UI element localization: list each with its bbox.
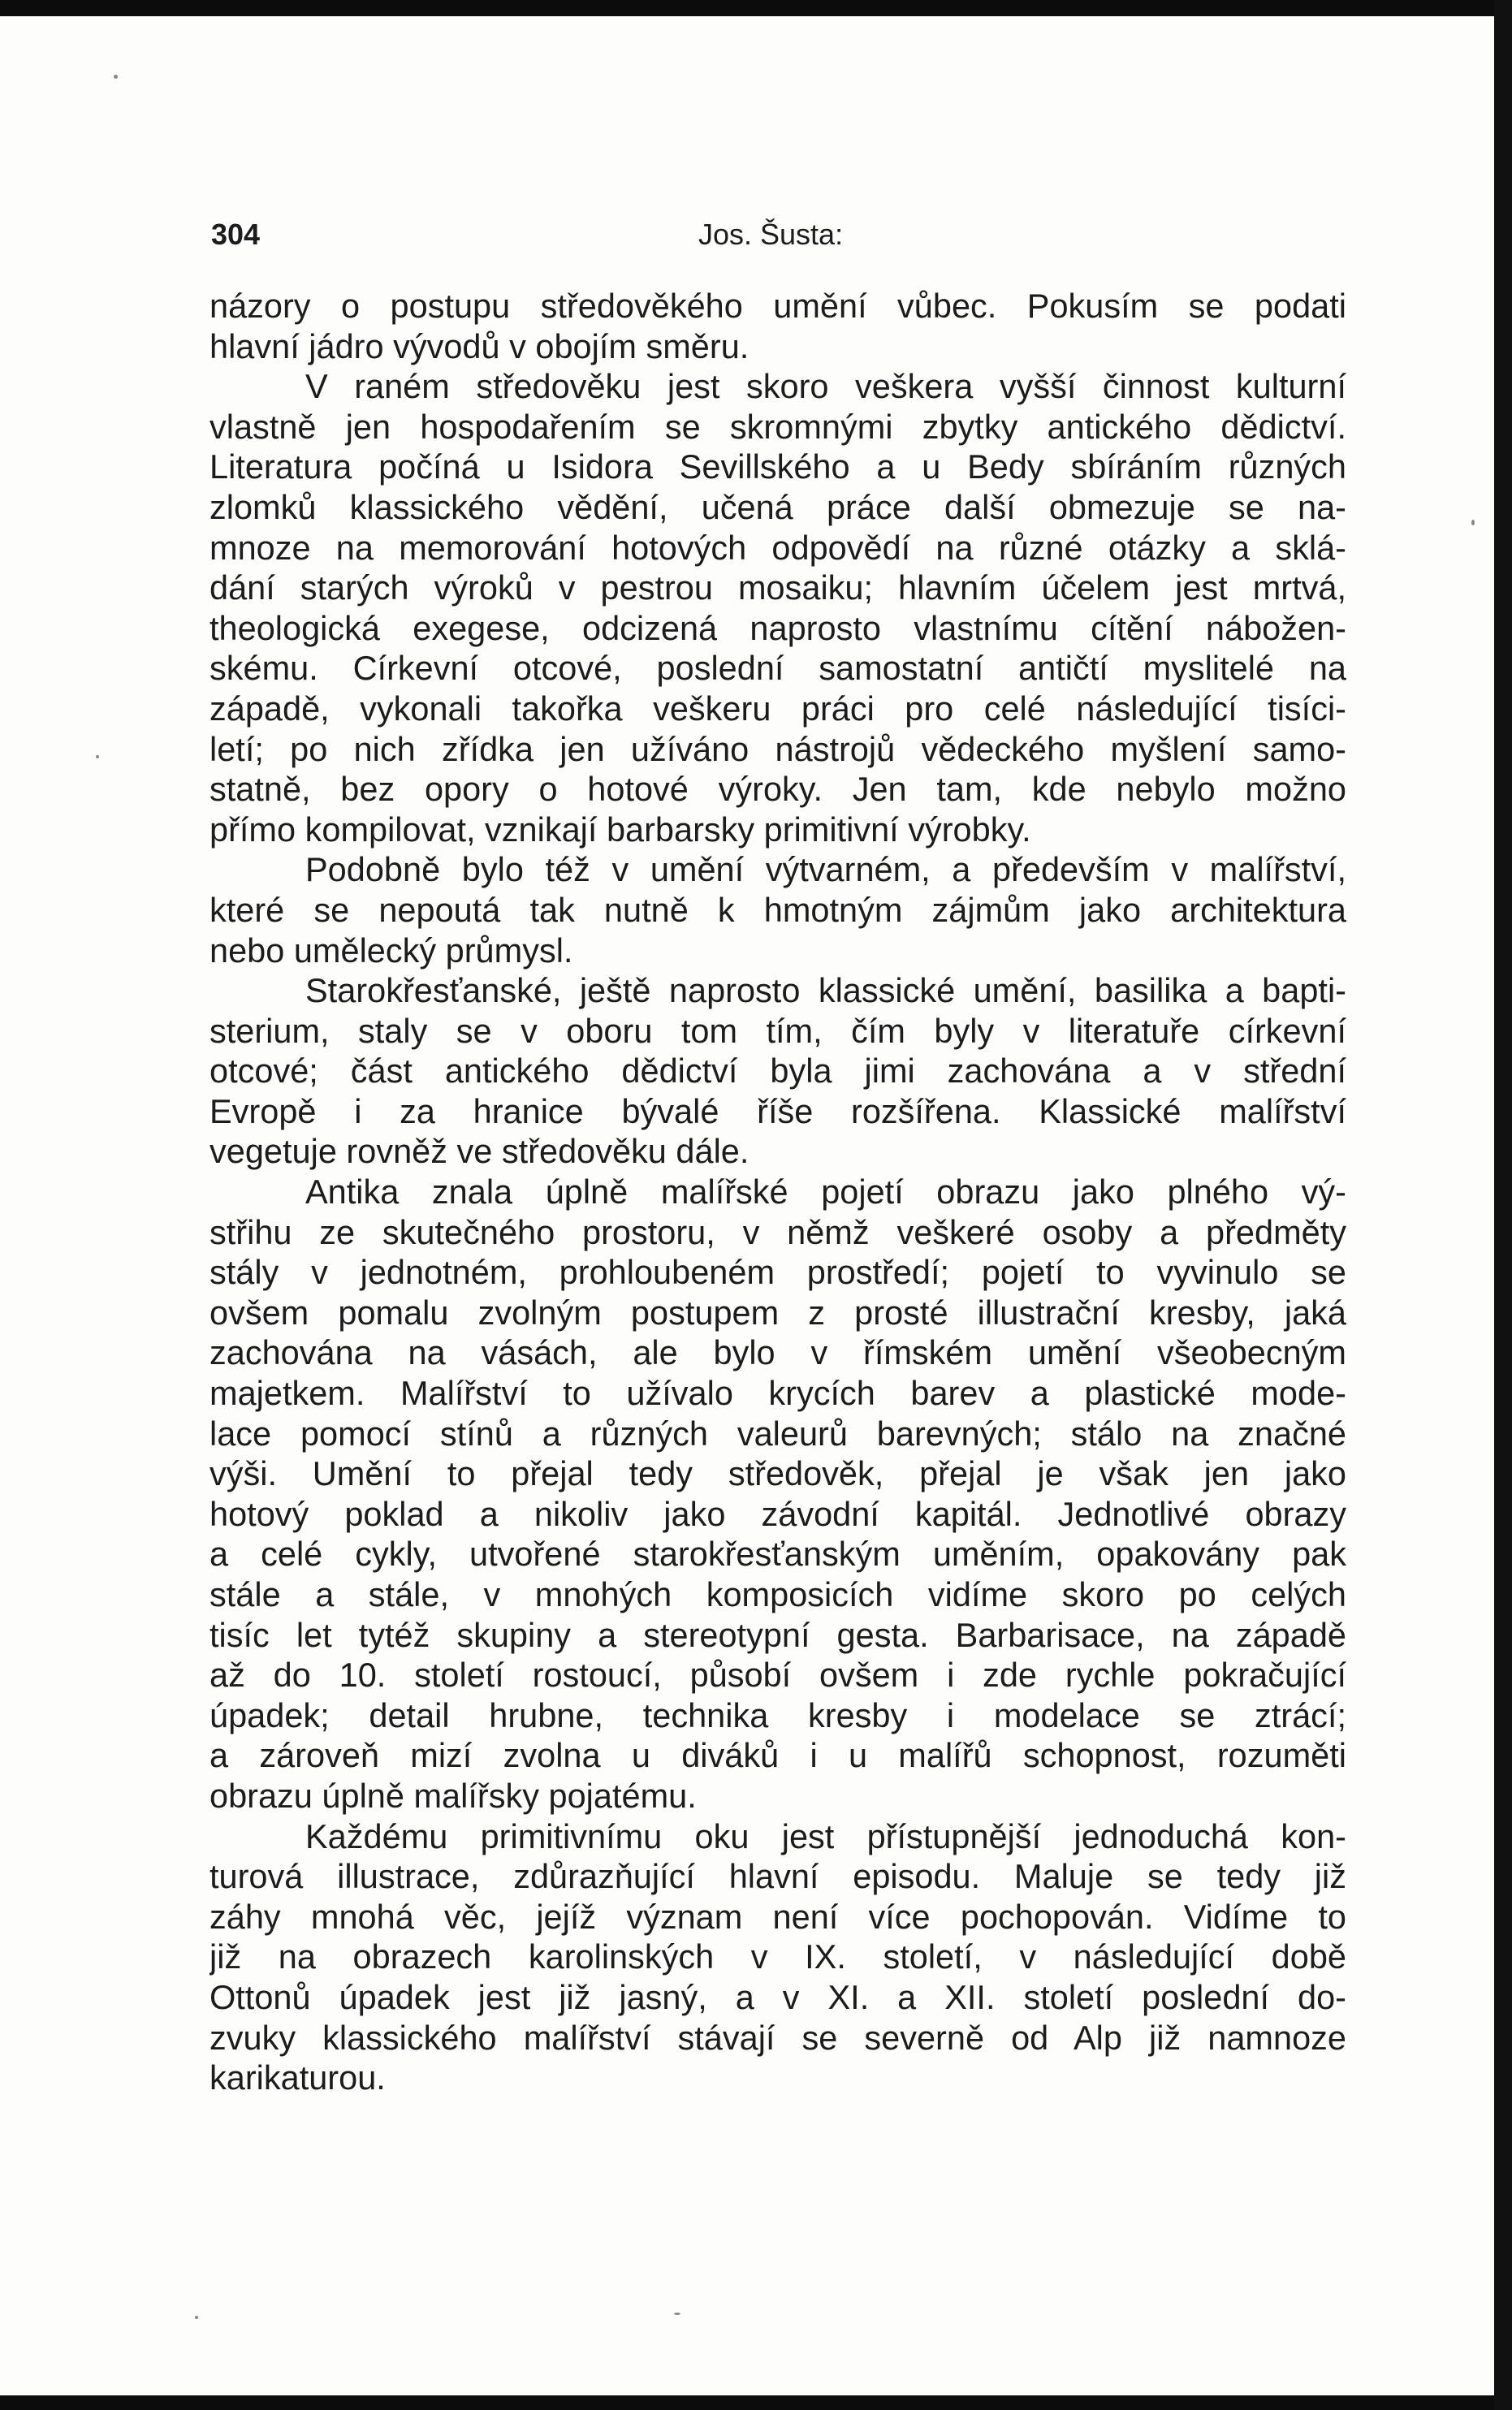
text-line: Každému primitivnímu oku jest přístupnější jednoduchá kon- [305,1816,1346,1855]
text-line: a celé cykly, utvořené starokřesťanským uměním, opakovány pak [210,1535,1346,1574]
text-line: výši. Umění to přejal tedy středověk, přejal je však jen jako [210,1454,1346,1493]
text-line: otcové; část antického dědictví byla jimi zachována a v střední [210,1052,1346,1091]
text-line: turová illustrace, zdůrazňující hlavní episodu. Maluje se tedy již [210,1857,1346,1896]
text-line: Antika znala úplně malířské pojetí obrazu jako plného vý- [305,1173,1346,1211]
text-line: úpadek; detail hrubne, technika kresby i modelace se ztrácí; [210,1695,1346,1734]
text-line: a zároveň mizí zvolna u diváků i u malířů schopnost, rozuměti [210,1736,1346,1775]
text-line: statně, bez opory o hotové výroky. Jen tam, kde nebylo možno [210,770,1346,809]
paragraph [210,849,1346,970]
text-line: letí; po nich zřídka jen užíváno nástrojů vědeckého myšlení samo- [210,729,1346,768]
scan-edge [1494,0,1512,2410]
text-line: stále a stále, v mnohých komposicích vidíme skoro po celých [210,1575,1346,1613]
running-head [211,218,1348,258]
text-line: theologická exegese, odcizená naprosto vlastnímu cítění nábožen- [210,608,1346,647]
running-title: Jos. Šusta: [698,218,844,251]
text-line: již na obrazech karolinských v IX. století, v následující době [210,1937,1346,1976]
text-line: střihu ze skutečného prostoru, v němž veškeré osoby a předměty [210,1212,1346,1251]
text-line: obrazu úplně malířsky pojatému. [210,1776,697,1815]
paragraph [210,1172,1346,1816]
text-line: zvuky klassického malířství stávají se severně od Alp již namnoze [210,2018,1346,2057]
text-line: vegetuje rovněž ve středověku dále. [210,1132,750,1171]
paragraph [210,1816,1346,2098]
text-line: sterium, staly se v oboru tom tím, čím byly v literatuře církevní [210,1011,1346,1050]
paragraph [210,970,1346,1172]
text-line: majetkem. Malířství to užívalo krycích barev a plastické mode- [210,1374,1346,1413]
text-line: lace pomocí stínů a různých valeurů barevných; stálo na značné [210,1414,1346,1453]
text-line: záhy mnohá věc, jejíž význam není více pochopován. Vidíme to [210,1897,1346,1936]
text-line: Evropě i za hranice bývalé říše rozšířena. Klassické malířství [210,1091,1346,1130]
text-line: skému. Církevní otcové, poslední samostatní antičtí myslitelé na [210,649,1346,688]
text-line: zlomků klassického vědění, učená práce další obmezuje se na- [210,487,1346,526]
text-line: názory o postupu středověkého umění vůbec. Pokusím se podati [210,287,1346,325]
text-line: vlastně jen hospodařením se skromnými zbytky antického dědictví. [210,407,1346,446]
text-line: nebo umělecký průmysl. [210,931,573,970]
paragraph [210,286,1346,366]
text-line: západě, vykonali takořka veškeru práci pro celé následující tisíci- [210,689,1346,728]
page-number: 304 [211,218,261,251]
text-line: Podobně bylo též v umění výtvarném, a především v malířství, [305,850,1346,889]
text-line: Literatura počíná u Isidora Sevillského a u Bedy sbíráním různých [210,447,1346,486]
text-line: ovšem pomalu zvolným postupem z prosté illustrační kresby, jaká [210,1293,1346,1332]
text-line: dání starých výroků v pestrou mosaiku; hlavním účelem jest mrtvá, [210,568,1346,607]
body-text [210,286,1346,2098]
text-line: hotový poklad a nikoliv jako závodní kapitál. Jednotlivé obrazy [210,1494,1346,1533]
text-line: zachována na vásách, ale bylo v římském umění všeobecným [210,1333,1346,1372]
text-line: stály v jednotném, prohloubeném prostředí; pojetí to vyvinulo se [210,1253,1346,1292]
text-line: které se nepoutá tak nutně k hmotným zájmům jako architektura [210,890,1346,929]
text-line: přímo kompilovat, vznikají barbarsky primitivní výrobky. [210,810,1031,849]
paragraph [210,366,1346,849]
text-line: Starokřesťanské, ještě naprosto klassické umění, basilika a bapti- [305,971,1346,1010]
text-line: tisíc let tytéž skupiny a stereotypní gesta. Barbarisace, na západě [210,1615,1346,1654]
text-line: až do 10. století rostoucí, působí ovšem i zde rychle pokračující [210,1656,1346,1695]
text-line: mnoze na memorování hotových odpovědí na různé otázky a sklá- [210,528,1346,567]
text-line: hlavní jádro vývodů v obojím směru. [210,326,750,365]
text-line: karikaturou. [210,2058,386,2097]
text-line: Ottonů úpadek jest již jasný, a v XI. a XII. století poslední do- [210,1977,1346,2016]
text-line: V raném středověku jest skoro veškera vyšší činnost kulturní [305,367,1346,406]
